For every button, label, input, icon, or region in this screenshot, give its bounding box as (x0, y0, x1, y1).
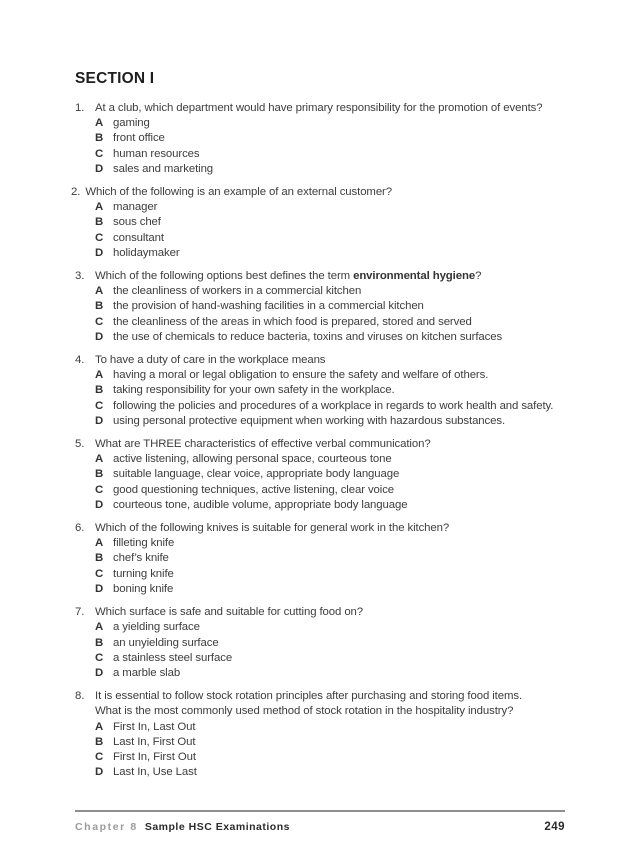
option-text: an unyielding surface (113, 636, 219, 649)
option-letter: B (95, 132, 104, 145)
option-text: the cleanliness of the areas in which food is prepared, stored and served (113, 315, 472, 328)
option-letter: B (95, 300, 104, 313)
option-row (75, 399, 570, 414)
options-list (75, 116, 570, 177)
question-number: 6. (75, 522, 85, 535)
option-letter: C (95, 651, 104, 664)
question-text: What are THREE characteristics of effective verbal communication? (95, 438, 431, 451)
footer-chapter (75, 817, 290, 835)
option-letter: D (95, 330, 104, 343)
options-list (75, 536, 570, 597)
question-line (75, 437, 570, 452)
option-text: following the policies and procedures of a workplace in regards to work health and safety. (113, 399, 554, 412)
option-row (75, 284, 570, 299)
option-text: gaming (113, 117, 150, 130)
option-row (75, 567, 570, 582)
option-text: using personal protective equipment when working with hazardous substances. (113, 414, 506, 427)
option-letter: B (95, 384, 104, 397)
option-letter: B (95, 468, 104, 481)
option-row (75, 162, 570, 177)
question-number: 8. (75, 690, 85, 703)
question-line (75, 689, 570, 719)
option-letter: B (95, 636, 104, 649)
option-letter: A (95, 621, 104, 634)
question-item (71, 185, 570, 261)
option-text: human resources (113, 147, 200, 160)
chapter-label: Chapter 8 (75, 821, 138, 833)
option-row (75, 246, 570, 261)
question-text: At a club, which department would have primary responsibility for the promotion of events? (95, 102, 543, 114)
question-text: To have a duty of care in the workplace means (95, 354, 326, 367)
option-text: a marble slab (113, 666, 181, 679)
option-row (75, 467, 570, 482)
option-row (75, 414, 570, 429)
option-letter: A (95, 537, 104, 550)
option-text: consultant (113, 231, 164, 244)
question-item (75, 689, 570, 780)
option-text: courteous tone, audible volume, appropriate body language (113, 498, 408, 511)
question-line (71, 185, 570, 200)
question-line (75, 101, 570, 116)
option-row (75, 147, 570, 162)
option-letter: C (95, 483, 104, 496)
question-item (75, 437, 570, 513)
question-item (75, 269, 570, 345)
option-row (75, 315, 570, 330)
chapter-title: Sample HSC Examinations (144, 821, 290, 833)
option-text: a stainless steel surface (113, 651, 233, 664)
option-text: Last In, First Out (113, 735, 196, 748)
option-row (75, 620, 570, 635)
options-list (75, 620, 570, 681)
question-line (75, 605, 570, 620)
option-row (75, 765, 570, 780)
option-row (75, 536, 570, 551)
question-line (75, 521, 570, 536)
question-number: 2. (71, 186, 81, 199)
option-text: a yielding surface (113, 621, 200, 634)
options-list (75, 368, 570, 429)
option-text: filleting knife (113, 537, 175, 550)
question-text: It is essential to follow stock rotation principles after purchasing and storing food items. What is the most commonly used method of stock rotation in the hospitality industry? (95, 689, 570, 719)
option-text: active listening, allowing personal space, courteous tone (113, 453, 392, 466)
option-row (75, 666, 570, 681)
page-footer (75, 810, 565, 835)
option-text: good questioning techniques, active listening, clear voice (113, 483, 395, 496)
question-text: Which of the following is an example of an external customer? (85, 186, 392, 199)
option-row (75, 299, 570, 314)
question-number: 7. (75, 606, 85, 619)
question-number: 4. (75, 354, 85, 367)
page-content (71, 70, 570, 788)
option-letter: A (95, 453, 104, 466)
option-text: turning knife (113, 567, 174, 580)
option-text: the use of chemicals to reduce bacteria, toxins and viruses on kitchen surfaces (113, 330, 503, 343)
option-text: boning knife (113, 582, 174, 595)
option-letter: D (95, 414, 104, 427)
option-text: having a moral or legal obligation to ensure the safety and welfare of others. (113, 369, 489, 382)
option-letter: A (95, 720, 104, 733)
option-row (75, 636, 570, 651)
option-letter: B (95, 735, 104, 748)
question-item (75, 353, 570, 429)
question-item (75, 101, 570, 177)
option-row (75, 131, 570, 146)
question-number: 1. (75, 102, 85, 114)
option-letter: D (95, 246, 104, 259)
option-letter: D (95, 766, 104, 779)
option-letter: C (95, 399, 104, 412)
options-list (75, 452, 570, 513)
option-text: taking responsibility for your own safety in the workplace. (113, 384, 395, 397)
option-row (75, 116, 570, 131)
option-letter: D (95, 666, 104, 679)
option-letter: A (95, 117, 104, 130)
section-title: SECTION I (75, 70, 155, 87)
option-letter: C (95, 567, 104, 580)
options-list (75, 284, 570, 345)
question-number: 5. (75, 438, 85, 451)
option-row (75, 582, 570, 597)
options-list (75, 720, 570, 781)
option-row (75, 200, 570, 215)
page-number: 249 (544, 821, 565, 833)
option-text: sous chef (113, 216, 161, 229)
question-item (75, 605, 570, 681)
option-letter: A (95, 201, 104, 214)
option-letter: C (95, 147, 104, 160)
question-text-line2: What is the most commonly used method of stock rotation in the hospitality industry? (95, 705, 514, 718)
option-row (75, 750, 570, 765)
option-text: First In, Last Out (113, 720, 196, 733)
option-row (75, 735, 570, 750)
option-row (75, 215, 570, 230)
option-letter: A (95, 369, 104, 382)
option-text: sales and marketing (113, 162, 214, 175)
option-text: First In, First Out (113, 750, 196, 763)
option-text: the provision of hand-washing facilities in a commercial kitchen (113, 300, 424, 313)
options-list (75, 200, 570, 261)
option-text: suitable language, clear voice, appropriate body language (113, 468, 400, 481)
question-list (71, 101, 570, 780)
option-row (75, 231, 570, 246)
option-letter: C (95, 315, 104, 328)
question-text: Which of the following knives is suitable for general work in the kitchen? (95, 522, 450, 535)
option-row (75, 483, 570, 498)
option-letter: C (95, 750, 104, 763)
option-text: Last In, Use Last (113, 766, 197, 779)
option-text: holidaymaker (113, 246, 180, 259)
option-row (75, 330, 570, 345)
option-letter: B (95, 216, 104, 229)
option-text: front office (113, 132, 165, 145)
option-row (75, 383, 570, 398)
option-letter: B (95, 552, 104, 565)
option-letter: D (95, 162, 104, 175)
option-row (75, 551, 570, 566)
option-text: manager (113, 201, 158, 214)
question-text: Which surface is safe and suitable for cutting food on? (95, 606, 364, 619)
option-row (75, 368, 570, 383)
question-line (75, 353, 570, 368)
question-text: Which of the following options best defines the term environmental hygiene? (95, 270, 482, 283)
option-letter: A (95, 285, 104, 298)
option-letter: D (95, 498, 104, 511)
option-letter: C (95, 231, 104, 244)
option-row (75, 720, 570, 735)
option-row (75, 498, 570, 513)
option-text: chef’s knife (113, 552, 169, 565)
question-line (75, 269, 570, 284)
option-text: the cleanliness of workers in a commercial kitchen (113, 285, 362, 298)
option-letter: D (95, 582, 104, 595)
option-row (75, 651, 570, 666)
option-row (75, 452, 570, 467)
question-item (75, 521, 570, 597)
question-number: 3. (75, 270, 85, 283)
